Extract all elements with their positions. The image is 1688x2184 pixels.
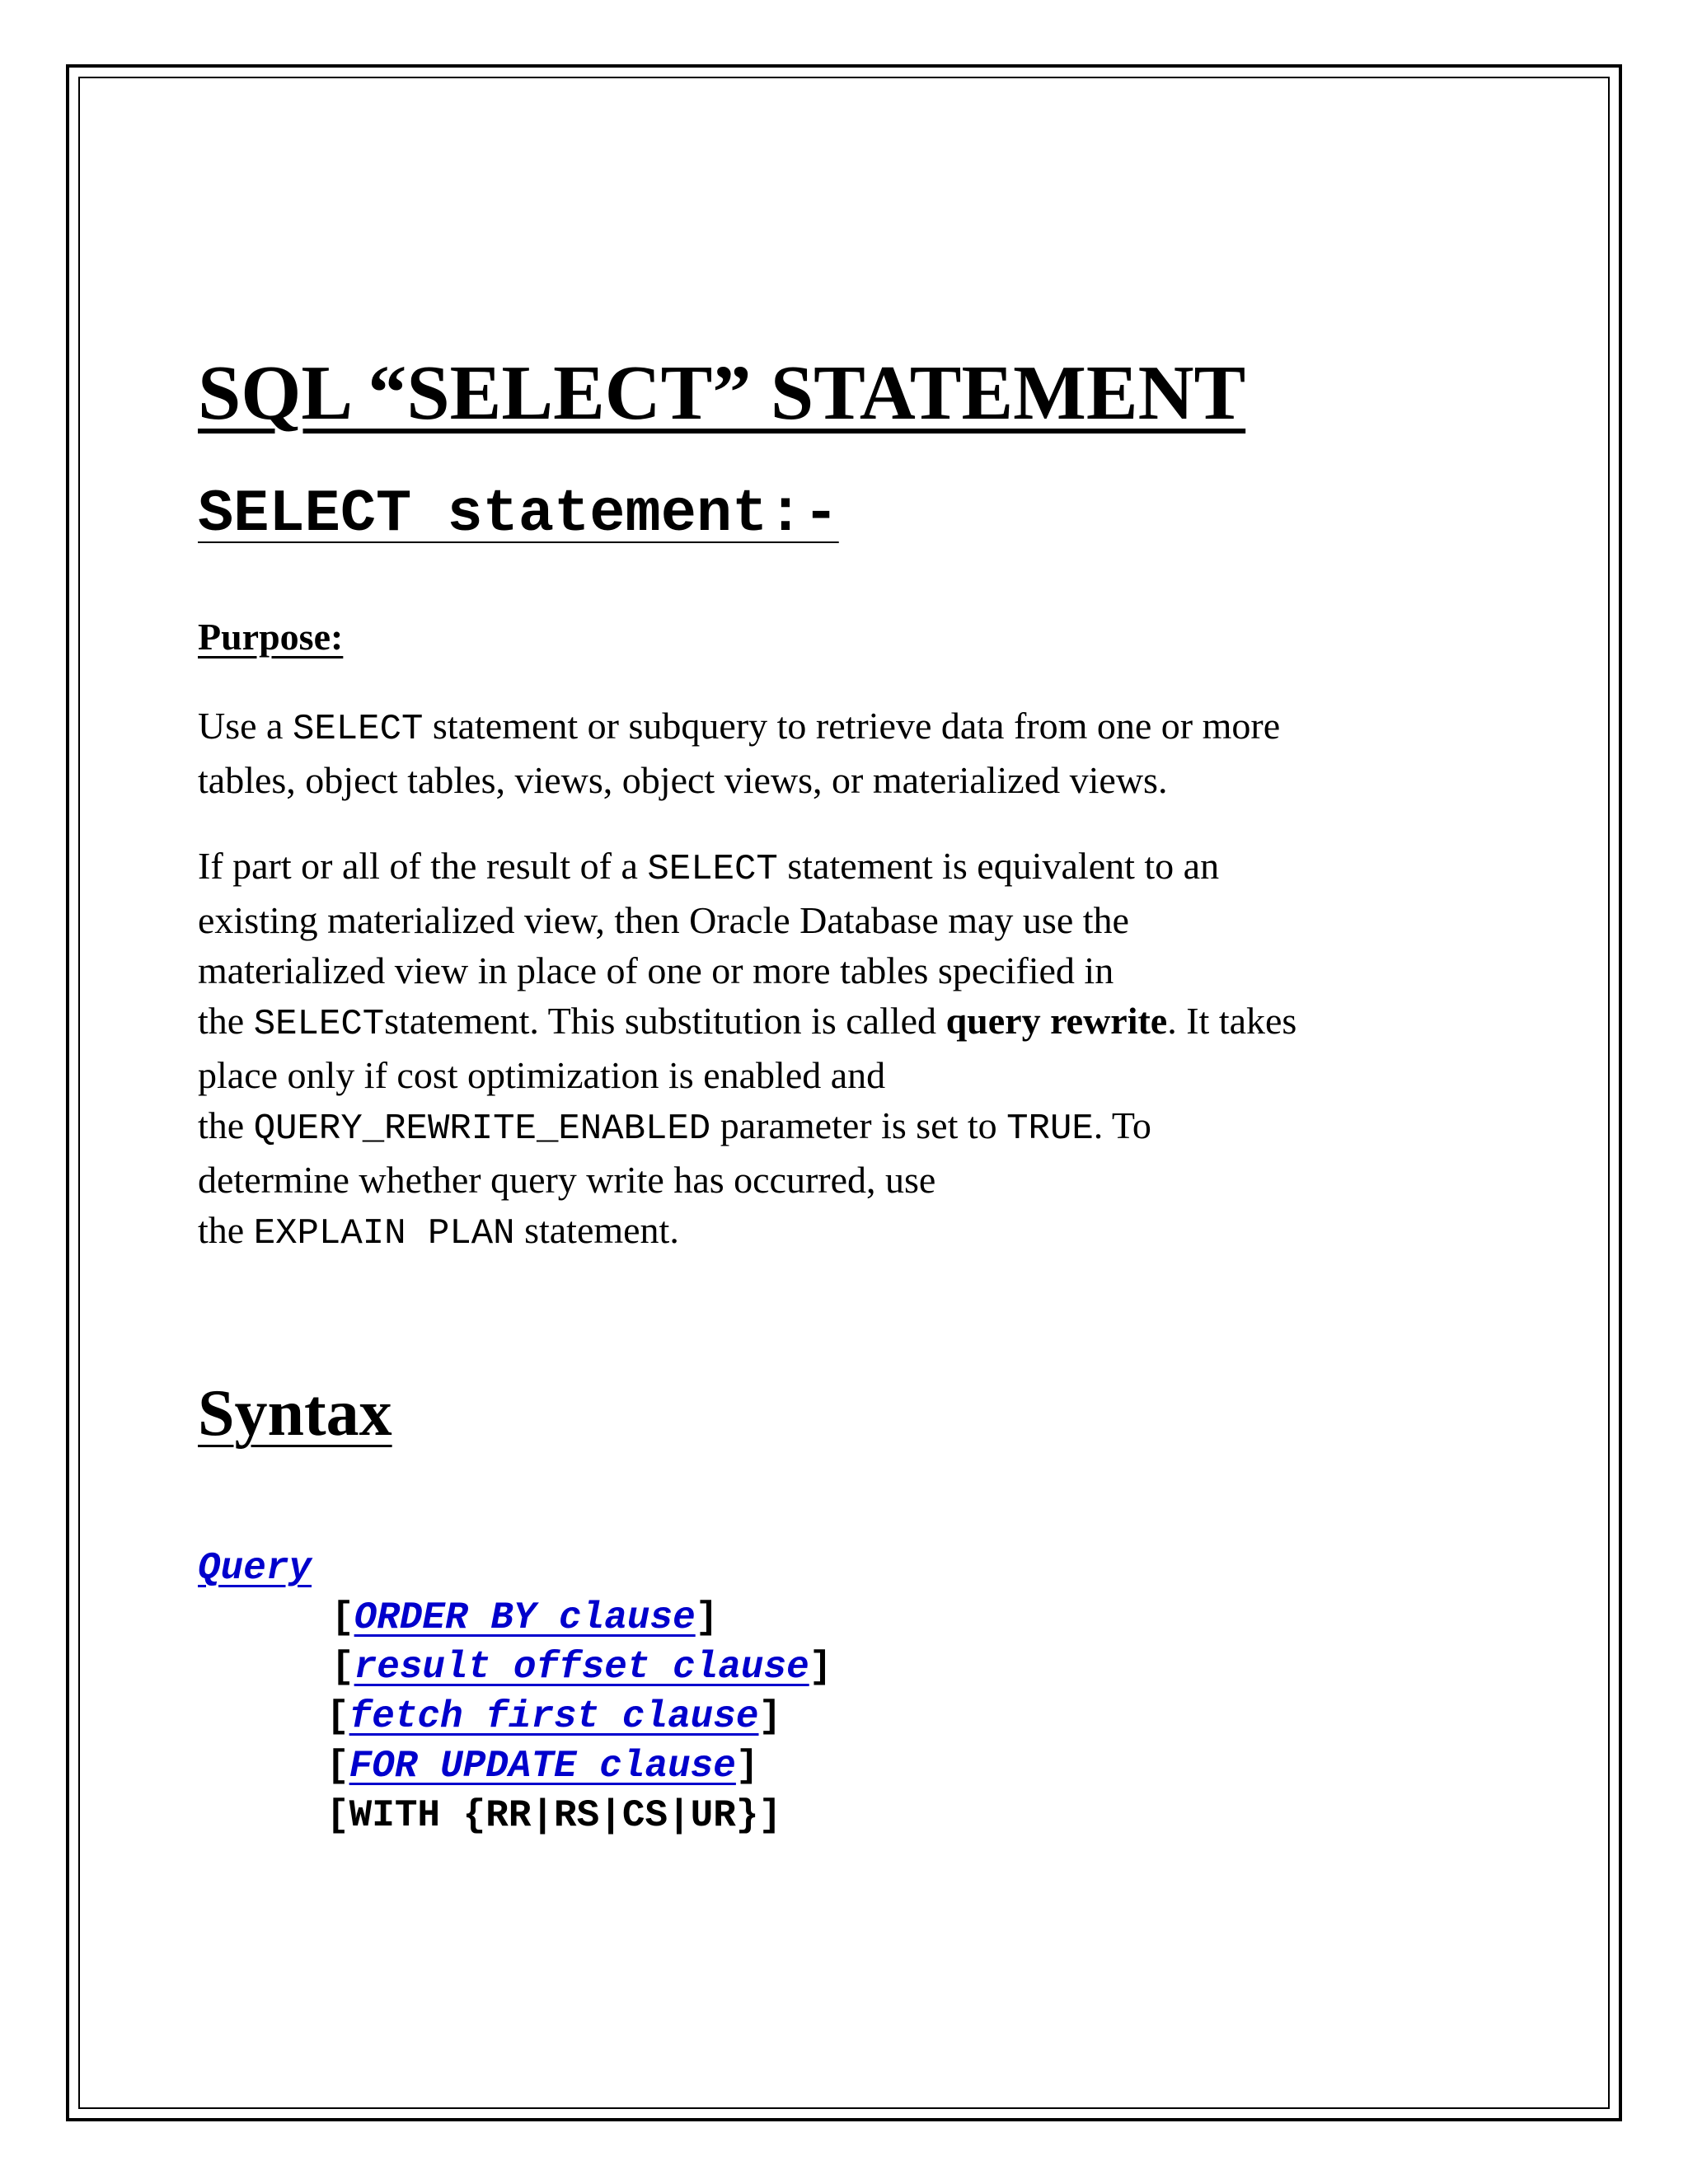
fetch-first-clause-link[interactable]: fetch first clause [349,1695,759,1738]
text-run: If part or all of the result of a [198,845,648,887]
code-keyword: QUERY_REWRITE_ENABLED [253,1108,711,1150]
text-run: statement. This substitution is called [384,1000,946,1042]
text-line [198,841,1484,895]
for-update-clause-link[interactable]: FOR UPDATE clause [349,1745,736,1788]
text-run: . To [1093,1104,1151,1146]
text-run: the [198,1000,254,1042]
code-keyword: SELECT [253,1004,385,1045]
text-line [198,701,1484,755]
text-line: materialized view in place of one or more tables specified in [198,949,1114,991]
bracket-close: ] [695,1596,719,1639]
text-run: . It takes [1167,1000,1297,1042]
text-run: statement is equivalent to an [777,845,1220,887]
text-run: statement or subquery to retrieve data from one or more [423,705,1281,747]
page-title: SQL “SELECT” STATEMENT [198,350,1246,436]
syntax-line-for-update [326,1745,759,1788]
text-line: place only if cost optimization is enabled and [198,1054,886,1096]
text-line: determine whether query write has occurred, use [198,1159,936,1201]
syntax-line-query [198,1547,312,1590]
text-line [198,1205,1484,1259]
result-offset-clause-link[interactable]: result offset clause [354,1646,809,1689]
section-subtitle: SELECT statement:- [198,480,839,548]
text-run: statement. [514,1209,679,1251]
text-run: the [198,1209,254,1251]
text-run: the [198,1104,254,1146]
bracket-open: [ [326,1745,349,1788]
text-line: existing materialized view, then Oracle Database may use the [198,899,1129,941]
bracket-close: ] [809,1646,832,1689]
text-line [198,1100,1484,1155]
syntax-line-with: [WITH {RR|RS|CS|UR}] [326,1794,782,1837]
syntax-line-order-by [331,1596,719,1639]
purpose-paragraph-1 [198,701,1484,805]
code-keyword: SELECT [647,849,778,890]
code-keyword: SELECT [292,709,424,750]
bracket-close: ] [735,1745,759,1788]
syntax-heading: Syntax [198,1377,392,1450]
code-keyword: EXPLAIN PLAN [253,1213,515,1254]
query-link[interactable]: Query [198,1547,312,1590]
text-run: Use a [198,705,293,747]
bold-term: query rewrite [945,1000,1168,1042]
text-run: parameter is set to [710,1104,1007,1146]
purpose-heading: Purpose: [198,616,344,658]
syntax-line-fetch-first [326,1695,782,1738]
text-line [198,996,1484,1050]
bracket-open: [ [331,1646,354,1689]
code-keyword: TRUE [1006,1108,1094,1150]
purpose-paragraph-2 [198,841,1484,1259]
bracket-close: ] [758,1695,782,1738]
bracket-open: [ [326,1695,349,1738]
bracket-open: [ [331,1596,354,1639]
order-by-clause-link[interactable]: ORDER BY clause [354,1596,696,1639]
text-line: tables, object tables, views, object views, or materialized views. [198,759,1168,801]
syntax-line-result-offset [331,1646,832,1689]
